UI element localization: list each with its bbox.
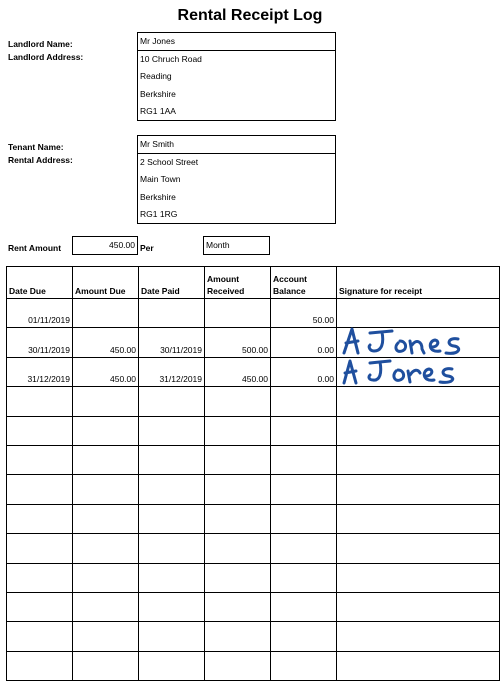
column-header-date-due: Date Due	[7, 267, 73, 299]
cell-signature[interactable]	[337, 299, 500, 328]
cell-date-paid[interactable]	[139, 592, 205, 621]
cell-date-paid[interactable]	[139, 504, 205, 533]
per-label: Per	[140, 243, 154, 253]
cell-account-balance[interactable]	[271, 416, 337, 445]
table-row	[7, 592, 500, 621]
cell-amount-received[interactable]	[205, 651, 271, 680]
signature-stroke	[430, 340, 440, 351]
signature-stroke	[344, 329, 358, 353]
table-row	[7, 622, 500, 651]
landlord-address-line[interactable]: Reading	[140, 71, 172, 82]
handwritten-signatures	[340, 325, 480, 385]
cell-amount-received[interactable]	[205, 563, 271, 592]
cell-date-paid[interactable]	[139, 651, 205, 680]
table-row	[7, 445, 500, 474]
cell-amount-due[interactable]	[73, 445, 139, 474]
cell-account-balance[interactable]	[271, 475, 337, 504]
signature-stroke	[369, 331, 392, 351]
cell-amount-due[interactable]	[73, 651, 139, 680]
cell-account-balance[interactable]: 0.00	[271, 357, 337, 386]
cell-amount-due[interactable]	[73, 475, 139, 504]
cell-date-due[interactable]	[7, 445, 73, 474]
cell-signature[interactable]	[337, 651, 500, 680]
column-header-amount-received: Amount Received	[205, 267, 271, 299]
cell-date-due[interactable]	[7, 592, 73, 621]
cell-account-balance[interactable]	[271, 592, 337, 621]
signature-stroke	[408, 370, 420, 382]
cell-amount-due[interactable]	[73, 416, 139, 445]
cell-amount-received[interactable]	[205, 534, 271, 563]
rental-address-line[interactable]: RG1 1RG	[140, 209, 178, 220]
signature-stroke	[394, 370, 404, 380]
cell-date-paid[interactable]: 30/11/2019	[139, 328, 205, 357]
table-row	[7, 416, 500, 445]
cell-amount-received[interactable]	[205, 445, 271, 474]
tenant-name-label: Tenant Name:	[8, 142, 64, 152]
cell-amount-received[interactable]	[205, 387, 271, 416]
cell-amount-received[interactable]	[205, 299, 271, 328]
cell-signature[interactable]	[337, 504, 500, 533]
cell-amount-due[interactable]: 450.00	[73, 357, 139, 386]
cell-date-due[interactable]	[7, 563, 73, 592]
rent-period-field[interactable]: Month	[203, 236, 270, 255]
cell-amount-received[interactable]	[205, 592, 271, 621]
cell-amount-due[interactable]	[73, 622, 139, 651]
cell-amount-due[interactable]	[73, 534, 139, 563]
cell-amount-due[interactable]	[73, 299, 139, 328]
signature-stroke	[410, 341, 424, 353]
rental-address-line[interactable]: Berkshire	[140, 191, 176, 202]
signature-stroke	[396, 341, 406, 351]
cell-account-balance[interactable]	[271, 504, 337, 533]
cell-amount-received[interactable]	[205, 622, 271, 651]
table-row	[7, 504, 500, 533]
cell-amount-received[interactable]	[205, 416, 271, 445]
cell-amount-due[interactable]: 450.00	[73, 328, 139, 357]
cell-signature[interactable]	[337, 534, 500, 563]
landlord-name-label: Landlord Name:	[8, 39, 73, 49]
cell-date-paid[interactable]	[139, 534, 205, 563]
cell-signature[interactable]	[337, 416, 500, 445]
cell-amount-due[interactable]	[73, 387, 139, 416]
cell-date-due[interactable]	[7, 416, 73, 445]
cell-signature[interactable]	[337, 475, 500, 504]
cell-amount-received[interactable]: 450.00	[205, 357, 271, 386]
tenant-box	[137, 135, 336, 224]
table-header-row	[7, 267, 500, 299]
table-row	[7, 475, 500, 504]
cell-account-balance[interactable]	[271, 387, 337, 416]
cell-date-paid[interactable]	[139, 387, 205, 416]
rental-address-line[interactable]: Main Town	[140, 174, 181, 185]
cell-date-due[interactable]	[7, 504, 73, 533]
cell-date-due[interactable]: 01/11/2019	[7, 299, 73, 328]
cell-date-paid[interactable]	[139, 299, 205, 328]
landlord-address-label: Landlord Address:	[8, 52, 84, 62]
cell-date-due[interactable]	[7, 534, 73, 563]
cell-date-paid[interactable]	[139, 475, 205, 504]
rent-amount-field[interactable]: 450.00	[72, 236, 138, 255]
cell-date-due[interactable]: 30/11/2019	[7, 328, 73, 357]
cell-date-paid[interactable]	[139, 416, 205, 445]
cell-account-balance[interactable]	[271, 622, 337, 651]
cell-date-due[interactable]: 31/12/2019	[7, 357, 73, 386]
cell-signature[interactable]	[337, 622, 500, 651]
signature-stroke	[344, 361, 356, 383]
signature-stroke	[446, 339, 459, 354]
signature-stroke	[369, 361, 390, 380]
signature-stroke	[440, 369, 453, 383]
cell-account-balance[interactable]	[271, 651, 337, 680]
cell-account-balance[interactable]	[271, 445, 337, 474]
tenant-name-field[interactable]: Mr Smith	[138, 136, 335, 154]
cell-amount-received[interactable]	[205, 475, 271, 504]
cell-amount-received[interactable]: 500.00	[205, 328, 271, 357]
signature-stroke	[424, 369, 434, 380]
cell-amount-due[interactable]	[73, 504, 139, 533]
table-row	[7, 387, 500, 416]
cell-date-due[interactable]	[7, 651, 73, 680]
column-header-date-paid: Date Paid	[139, 267, 205, 299]
cell-date-paid[interactable]	[139, 563, 205, 592]
rent-amount-label: Rent Amount	[8, 243, 62, 253]
landlord-box	[137, 32, 336, 121]
table-row	[7, 299, 500, 328]
column-header-amount-due: Amount Due	[73, 267, 139, 299]
cell-account-balance[interactable]	[271, 534, 337, 563]
column-header-account-balance: Account Balance	[271, 267, 337, 299]
cell-account-balance[interactable]: 0.00	[271, 328, 337, 357]
rental-address-label: Rental Address:	[8, 155, 73, 165]
table-row	[7, 563, 500, 592]
column-header-signature: Signature for receipt	[337, 267, 500, 299]
landlord-name-field[interactable]: Mr Jones	[138, 33, 335, 51]
cell-date-paid[interactable]: 31/12/2019	[139, 357, 205, 386]
cell-account-balance[interactable]: 50.00	[271, 299, 337, 328]
cell-date-paid[interactable]	[139, 445, 205, 474]
cell-amount-received[interactable]	[205, 504, 271, 533]
cell-signature[interactable]	[337, 387, 500, 416]
page-title: Rental Receipt Log	[177, 7, 323, 24]
cell-account-balance[interactable]	[271, 563, 337, 592]
cell-date-due[interactable]	[7, 387, 73, 416]
landlord-address-line[interactable]: 10 Chruch Road	[140, 53, 202, 64]
cell-signature[interactable]	[337, 563, 500, 592]
table-row	[7, 651, 500, 680]
landlord-address-line[interactable]: Berkshire	[140, 88, 176, 99]
landlord-address-line[interactable]: RG1 1AA	[140, 106, 176, 117]
cell-amount-due[interactable]	[73, 592, 139, 621]
rental-address-line[interactable]: 2 School Street	[140, 156, 199, 167]
cell-amount-due[interactable]	[73, 563, 139, 592]
cell-date-due[interactable]	[7, 475, 73, 504]
cell-date-paid[interactable]	[139, 622, 205, 651]
cell-signature[interactable]	[337, 445, 500, 474]
cell-signature[interactable]	[337, 592, 500, 621]
cell-date-due[interactable]	[7, 622, 73, 651]
table-row	[7, 534, 500, 563]
